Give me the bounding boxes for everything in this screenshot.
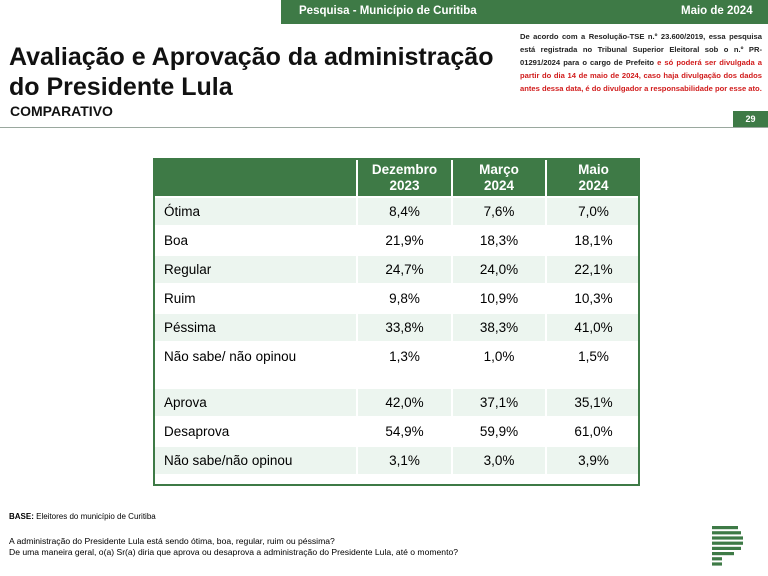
cell-value: 61,0% bbox=[546, 417, 641, 446]
paraná-pesquisas-logo-icon bbox=[712, 526, 746, 566]
table-row bbox=[154, 446, 641, 475]
cell-value: 3,1% bbox=[357, 446, 452, 475]
table-row bbox=[154, 388, 641, 417]
survey-questions bbox=[9, 536, 458, 558]
cell-value: 7,0% bbox=[546, 197, 641, 226]
cell-value: 1,0% bbox=[452, 342, 546, 371]
row-label: Aprova bbox=[154, 388, 357, 417]
spacer-cell bbox=[154, 371, 641, 388]
cell-value: 10,3% bbox=[546, 284, 641, 313]
cell-value: 37,1% bbox=[452, 388, 546, 417]
cell-value: 18,1% bbox=[546, 226, 641, 255]
table-spacer-row bbox=[154, 371, 641, 388]
row-label: Ótima bbox=[154, 197, 357, 226]
question-1: A administração do Presidente Lula está sendo ótima, boa, regular, ruim ou péssima? bbox=[9, 536, 335, 546]
row-label: Não sabe/ não opinou bbox=[154, 342, 357, 371]
page-title-line1: Avaliação e Aprovação da administração bbox=[9, 43, 494, 71]
table-row bbox=[154, 226, 641, 255]
legal-notice-red: e só poderá ser divulgada a partir do dia 14 de maio de 2024, caso haja divulgação dos dados antes dessa data, é do divulgador a responsabilidade por esse ato. bbox=[520, 58, 762, 93]
column-header: Março 2024 bbox=[452, 159, 546, 197]
cell-value: 42,0% bbox=[357, 388, 452, 417]
legal-notice bbox=[520, 30, 762, 95]
cell-value: 22,1% bbox=[546, 255, 641, 284]
page-title-line2: do Presidente Lula bbox=[9, 73, 233, 101]
cell-value: 33,8% bbox=[357, 313, 452, 342]
question-2: De uma maneira geral, o(a) Sr(a) diria que aprova ou desaprova a administração do Presidente Lula, até o momento? bbox=[9, 547, 459, 557]
row-label: Desaprova bbox=[154, 417, 357, 446]
cell-value: 18,3% bbox=[452, 226, 546, 255]
page-number: 29 bbox=[733, 111, 768, 128]
cell-value: 3,0% bbox=[452, 446, 546, 475]
cell-value: 10,9% bbox=[452, 284, 546, 313]
base-label: BASE: bbox=[9, 512, 34, 521]
cell-value: 41,0% bbox=[546, 313, 641, 342]
page-subtitle: COMPARATIVO bbox=[10, 103, 113, 119]
table-header-row bbox=[154, 159, 641, 197]
base-text: Eleitores do município de Curitiba bbox=[33, 512, 156, 521]
row-label: Boa bbox=[154, 226, 357, 255]
row-label: Ruim bbox=[154, 284, 357, 313]
survey-date: Maio de 2024 bbox=[681, 5, 753, 17]
cell-value: 54,9% bbox=[357, 417, 452, 446]
results-table bbox=[153, 158, 642, 476]
cell-value: 24,0% bbox=[452, 255, 546, 284]
column-header: Maio 2024 bbox=[546, 159, 641, 197]
row-label: Não sabe/não opinou bbox=[154, 446, 357, 475]
cell-value: 1,3% bbox=[357, 342, 452, 371]
table-row bbox=[154, 197, 641, 226]
cell-value: 35,1% bbox=[546, 388, 641, 417]
cell-value: 38,3% bbox=[452, 313, 546, 342]
table-row bbox=[154, 313, 641, 342]
cell-value: 7,6% bbox=[452, 197, 546, 226]
cell-value: 1,5% bbox=[546, 342, 641, 371]
column-header: Dezembro 2023 bbox=[357, 159, 452, 197]
cell-value: 9,8% bbox=[357, 284, 452, 313]
table-row bbox=[154, 342, 641, 371]
table-row bbox=[154, 284, 641, 313]
cell-value: 59,9% bbox=[452, 417, 546, 446]
survey-name: Pesquisa - Município de Curitiba bbox=[299, 5, 477, 17]
table-row bbox=[154, 255, 641, 284]
base-note bbox=[9, 512, 156, 521]
page-title bbox=[9, 42, 509, 102]
cell-value: 21,9% bbox=[357, 226, 452, 255]
cell-value: 24,7% bbox=[357, 255, 452, 284]
header-empty-cell bbox=[154, 159, 357, 197]
header-bar bbox=[281, 0, 768, 24]
header-divider bbox=[0, 127, 768, 128]
row-label: Péssima bbox=[154, 313, 357, 342]
legal-notice-black: De acordo com a Resolução-TSE n.º 23.600/2019, essa pesquisa está registrada no Tribunal Superior Eleitoral sob o n.º PR-01291/2024 para o cargo de Prefeito bbox=[520, 32, 762, 67]
row-label: Regular bbox=[154, 255, 357, 284]
cell-value: 3,9% bbox=[546, 446, 641, 475]
table-row bbox=[154, 417, 641, 446]
cell-value: 8,4% bbox=[357, 197, 452, 226]
